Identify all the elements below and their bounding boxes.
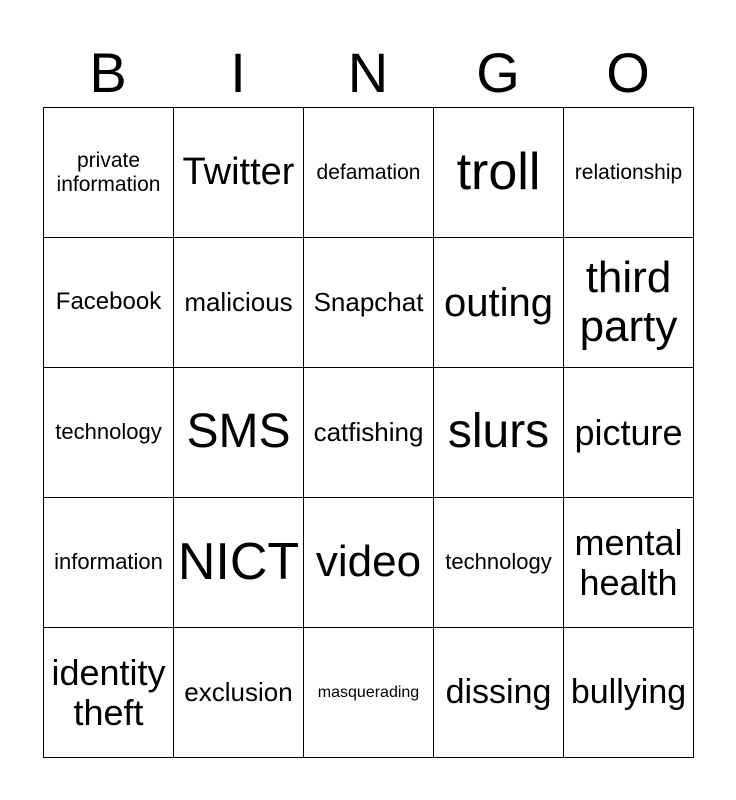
bingo-cell[interactable]: Facebook — [44, 238, 174, 368]
header-letter-g: G — [476, 41, 520, 104]
bingo-cell[interactable]: picture — [564, 368, 694, 498]
bingo-cell[interactable]: masquerading — [304, 628, 434, 758]
bingo-cell[interactable]: information — [44, 498, 174, 628]
header-letter-b: B — [89, 41, 127, 104]
bingo-cell[interactable]: technology — [44, 368, 174, 498]
bingo-cell[interactable]: exclusion — [174, 628, 304, 758]
bingo-cell[interactable]: mental health — [564, 498, 694, 628]
bingo-cell[interactable]: malicious — [174, 238, 304, 368]
bingo-cell[interactable]: Twitter — [174, 108, 304, 238]
bingo-cell[interactable]: identity theft — [44, 628, 174, 758]
bingo-cell[interactable]: private information — [44, 108, 174, 238]
bingo-cell[interactable]: slurs — [434, 368, 564, 498]
bingo-cell[interactable]: relationship — [564, 108, 694, 238]
header-letter-o: O — [606, 41, 650, 104]
bingo-cell[interactable]: video — [304, 498, 434, 628]
bingo-cell[interactable]: defamation — [304, 108, 434, 238]
bingo-header — [43, 38, 693, 108]
bingo-board — [43, 107, 694, 758]
bingo-cell[interactable]: NICT — [174, 498, 304, 628]
bingo-cell[interactable]: catfishing — [304, 368, 434, 498]
bingo-cell[interactable]: bullying — [564, 628, 694, 758]
bingo-cell[interactable]: troll — [434, 108, 564, 238]
bingo-cell[interactable]: SMS — [174, 368, 304, 498]
bingo-cell[interactable]: dissing — [434, 628, 564, 758]
bingo-cell[interactable]: third party — [564, 238, 694, 368]
header-letter-i: I — [230, 41, 246, 104]
bingo-cell[interactable]: outing — [434, 238, 564, 368]
bingo-cell[interactable]: technology — [434, 498, 564, 628]
bingo-cell[interactable]: Snapchat — [304, 238, 434, 368]
header-letter-n: N — [347, 41, 389, 104]
